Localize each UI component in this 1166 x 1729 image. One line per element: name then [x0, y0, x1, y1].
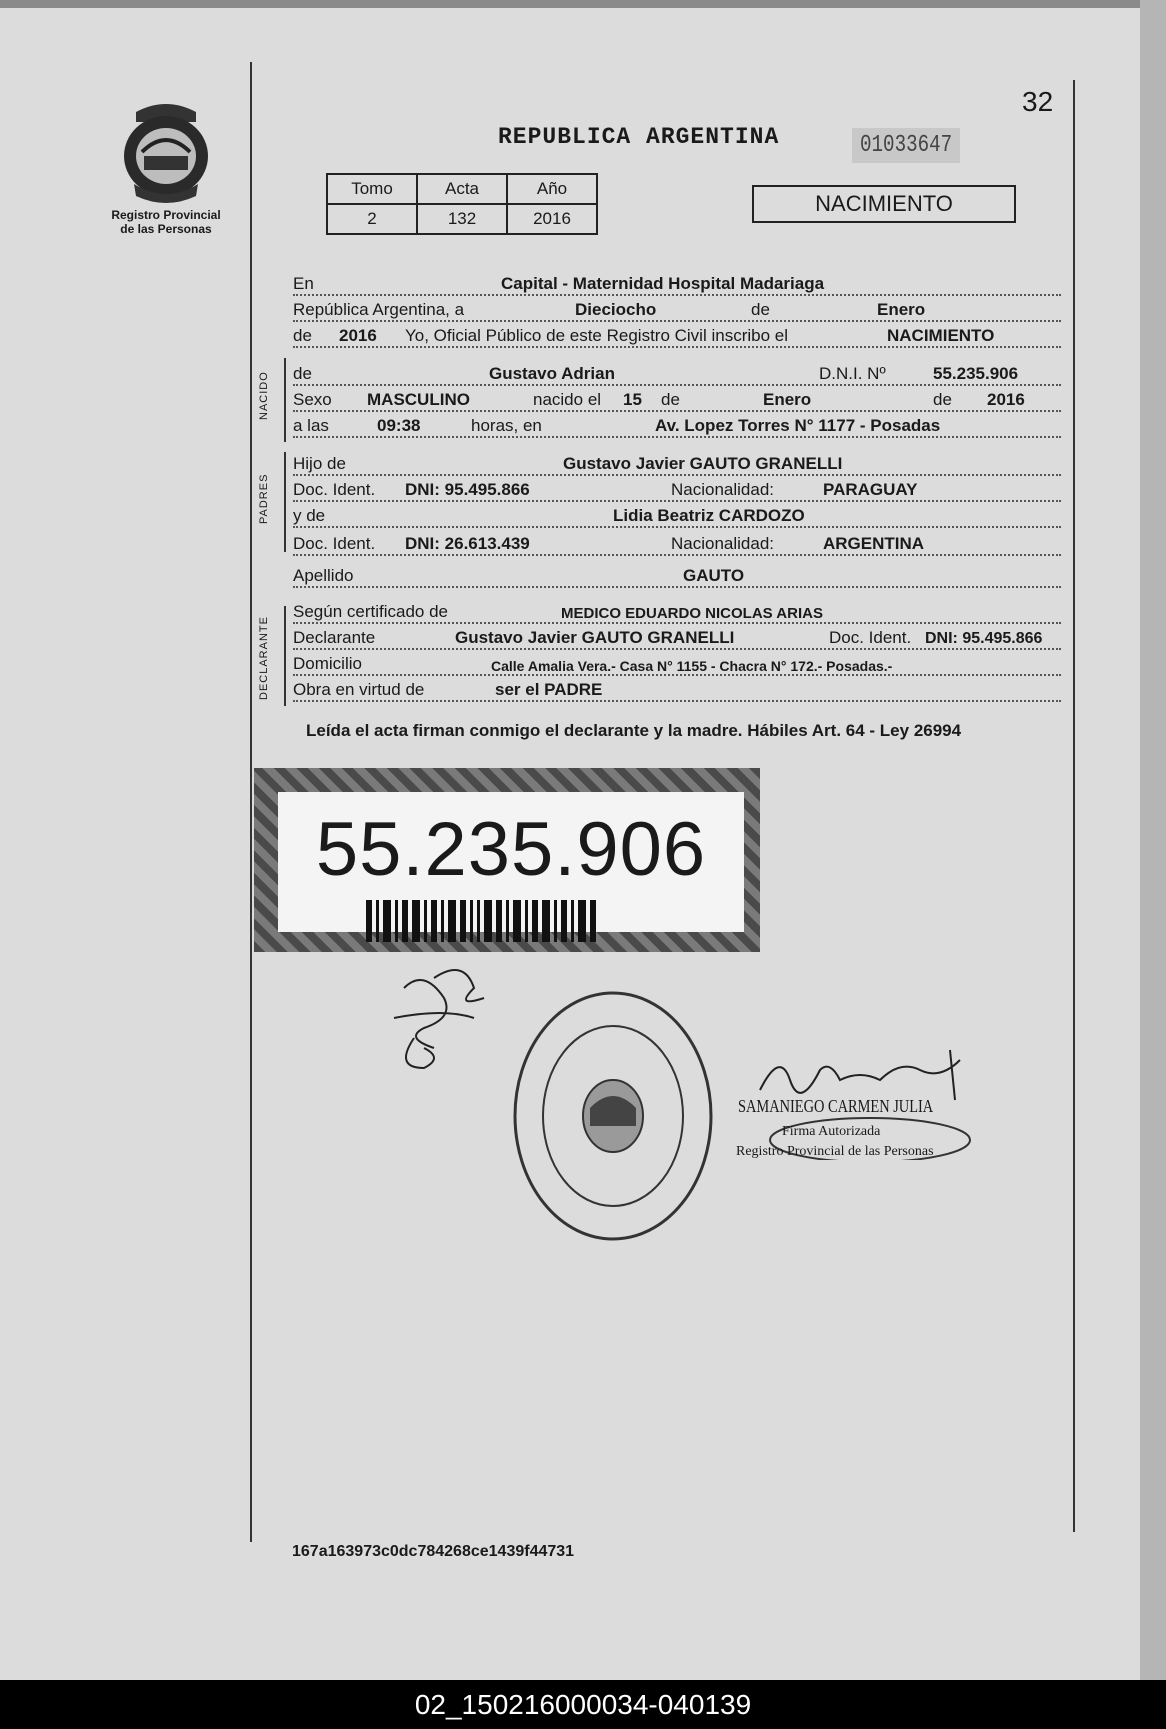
- value-place: Capital - Maternidad Hospital Madariaga: [501, 274, 825, 293]
- section-label-nacido: NACIDO: [258, 371, 270, 420]
- row-certificate: [293, 602, 1061, 626]
- value-mother-name: Lidia Beatriz CARDOZO: [613, 506, 805, 525]
- document-hash: 167a163973c0dc784268ce1439f44731: [292, 1543, 575, 1560]
- dni-sticker-inner: [278, 792, 744, 932]
- value-month: Enero: [877, 300, 926, 319]
- registry-header-tomo: Tomo: [327, 174, 417, 204]
- dni-sticker: [254, 768, 760, 952]
- registry-header-ano: Año: [507, 174, 597, 204]
- row-apellido: [293, 566, 1061, 590]
- label-doc-declarant: Doc. Ident.: [829, 628, 912, 647]
- value-certificate: MEDICO EDUARDO NICOLAS ARIAS: [561, 605, 823, 622]
- value-domicile: Calle Amalia Vera.- Casa N° 1155 - Chacra N° 172.- Posadas.-: [491, 658, 893, 674]
- value-birth-time: 09:38: [377, 416, 421, 435]
- label-segun-certificado: Según certificado de: [293, 602, 448, 621]
- value-birth-address: Av. Lopez Torres N° 1177 - Posadas: [655, 416, 941, 435]
- closing-note: Leída el acta firman conmigo el declarante y la madre. Hábiles Art. 64 - Ley 26994: [306, 721, 962, 740]
- serial-number: 01033647: [852, 128, 960, 163]
- row-mother-doc: [293, 534, 1061, 558]
- row-nacido-name: [293, 364, 1061, 388]
- row-father: [293, 454, 1061, 478]
- value-day-text: Dieciocho: [575, 300, 657, 319]
- country-title: REPUBLICA ARGENTINA: [498, 124, 780, 150]
- value-sexo: MASCULINO: [367, 390, 470, 409]
- label-doc-mother: Doc. Ident.: [293, 534, 376, 553]
- value-apellido: GAUTO: [683, 566, 745, 585]
- dni-sticker-number: 55.235.906: [315, 807, 707, 892]
- value-act-type: NACIMIENTO: [887, 326, 995, 345]
- scan-right-edge: [1140, 0, 1166, 1680]
- signer-office: Registro Provincial de las Personas: [736, 1144, 934, 1159]
- page-number: 32: [1022, 86, 1054, 117]
- label-y-de: y de: [293, 506, 326, 525]
- nacido-bracket: [284, 358, 286, 442]
- label-de-month: de: [661, 390, 680, 409]
- label-doc-father: Doc. Ident.: [293, 480, 376, 499]
- declarante-bracket: [284, 606, 286, 706]
- label-obra-en-virtud: Obra en virtud de: [293, 680, 425, 699]
- barcode-icon: [366, 900, 596, 942]
- label-nacionalidad-mother: Nacionalidad:: [671, 534, 775, 553]
- label-de: de: [751, 300, 770, 319]
- registry-caption: [96, 208, 236, 236]
- value-year: 2016: [339, 326, 377, 345]
- value-mother-nationality: ARGENTINA: [823, 534, 925, 553]
- row-officer: [293, 326, 1061, 350]
- value-father-nationality: PARAGUAY: [823, 480, 918, 499]
- row-declarant: [293, 628, 1061, 652]
- label-hijo-de: Hijo de: [293, 454, 346, 473]
- value-birth-day: 15: [623, 390, 642, 409]
- registry-header-acta: Acta: [417, 174, 507, 204]
- scan-top-strip: [0, 0, 1166, 8]
- label-de-year: de: [293, 326, 312, 345]
- label-republica: República Argentina, a: [293, 300, 465, 319]
- row-father-doc: [293, 480, 1061, 504]
- label-domicilio: Domicilio: [293, 654, 362, 673]
- label-sexo: Sexo: [293, 390, 332, 409]
- value-birth-year: 2016: [987, 390, 1025, 409]
- row-domicile: [293, 654, 1061, 678]
- value-obra: ser el PADRE: [495, 680, 603, 699]
- signer-name: SAMANIEGO CARMEN JULIA: [738, 1096, 934, 1116]
- officer-text: Yo, Oficial Público de este Registro Civil inscribo el: [405, 326, 788, 345]
- label-nacido-el: nacido el: [533, 390, 602, 409]
- row-mother: [293, 506, 1061, 530]
- registry-value-tomo: 2: [327, 204, 417, 234]
- padres-bracket: [284, 452, 286, 552]
- value-declarant-name: Gustavo Javier GAUTO GRANELLI: [455, 628, 735, 647]
- handwritten-initials-icon: [384, 958, 494, 1078]
- value-mother-doc: DNI: 26.613.439: [405, 534, 530, 553]
- label-en: En: [293, 274, 314, 293]
- row-nacido-time: [293, 416, 1061, 440]
- value-declarant-doc: DNI: 95.495.866: [925, 630, 1043, 647]
- value-child-dni: 55.235.906: [933, 364, 1019, 383]
- value-father-doc: DNI: 95.495.866: [405, 480, 530, 499]
- section-label-declarante: DECLARANTE: [258, 616, 270, 700]
- row-nacido-birth: [293, 390, 1061, 414]
- registry-caption-line1: Registro Provincial: [111, 208, 221, 222]
- value-father-name: Gustavo Javier GAUTO GRANELLI: [563, 454, 843, 473]
- row-obra: [293, 680, 1061, 704]
- label-de-birth-year: de: [933, 390, 952, 409]
- document-type-box: NACIMIENTO: [752, 185, 1016, 223]
- label-apellido: Apellido: [293, 566, 354, 585]
- label-nacionalidad-father: Nacionalidad:: [671, 480, 775, 499]
- section-label-padres: PADRES: [258, 473, 270, 524]
- scan-footer-id: 02_150216000034-040139: [0, 1680, 1166, 1729]
- signer-role: Firma Autorizada: [782, 1124, 881, 1139]
- row-place: [293, 274, 1061, 298]
- registry-caption-line2: de las Personas: [120, 222, 212, 236]
- left-margin-line: [250, 62, 252, 1542]
- right-margin-line: [1073, 80, 1075, 1532]
- label-declarante: Declarante: [293, 628, 376, 647]
- label-dni: D.N.I. Nº: [819, 364, 886, 383]
- label-a-las: a las: [293, 416, 329, 435]
- registry-table: [326, 173, 598, 235]
- registry-value-ano: 2016: [507, 204, 597, 234]
- label-horas-en: horas, en: [471, 416, 542, 435]
- label-de-name: de: [293, 364, 312, 383]
- value-child-name: Gustavo Adrian: [489, 364, 615, 383]
- provincia-misiones-coat-of-arms-icon: [116, 100, 216, 204]
- value-birth-month: Enero: [763, 390, 812, 409]
- official-stamp-icon: [510, 988, 716, 1244]
- row-date: [293, 300, 1061, 324]
- registry-value-acta: 132: [417, 204, 507, 234]
